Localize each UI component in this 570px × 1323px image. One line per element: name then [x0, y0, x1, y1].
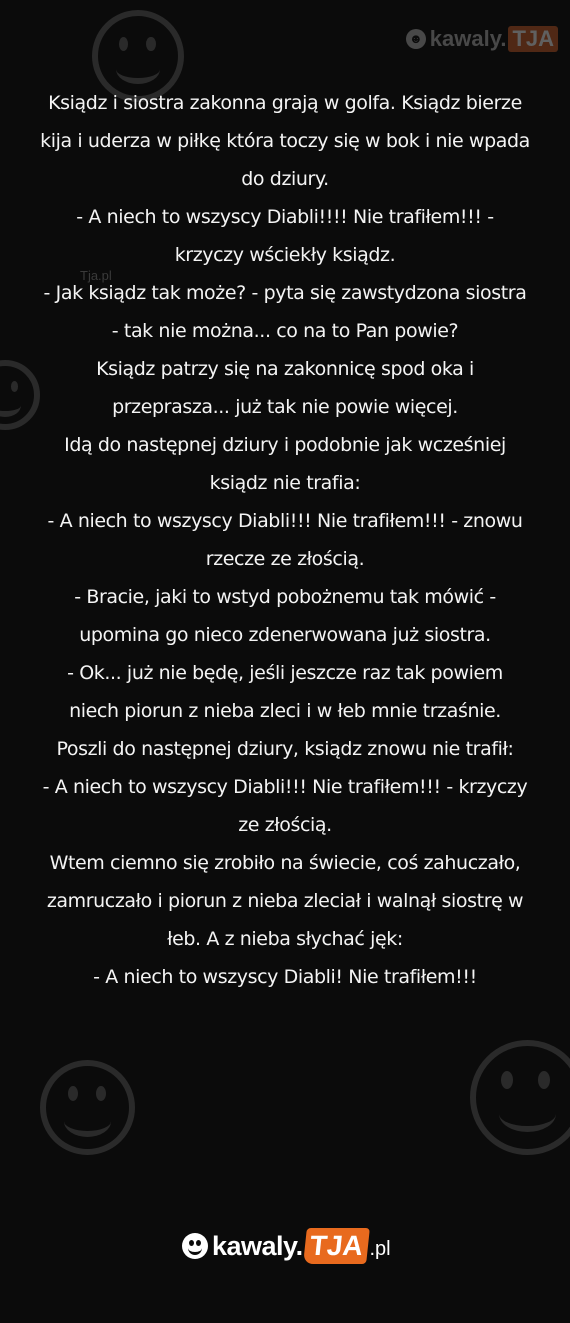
smiley-eye: [11, 381, 18, 391]
watermark-badge: TJA: [508, 26, 558, 52]
joke-line: - A niech to wszyscy Diabli!!! Nie trafiłem!!! - krzyczy ze złością.: [42, 776, 528, 836]
joke-line: - Bracie, jaki to wstyd pobożnemu tak mówić - upomina go nieco zdenerwowana już siostra.: [74, 586, 496, 646]
smiley-mouth: [64, 1106, 110, 1137]
site-logo[interactable]: [182, 1228, 391, 1264]
logo-word: kawaly.: [212, 1230, 303, 1261]
watermark-word: kawaly.: [429, 26, 507, 51]
smiley-eye: [538, 1071, 550, 1090]
joke-line: - Jak ksiądz tak może? - pyta się zawstydzona siostra - tak nie można... co na to Pan powie?: [43, 282, 527, 342]
watermark-text: Tja.pl: [80, 268, 112, 283]
background-smiley-icon: [40, 1060, 135, 1155]
joke-line: Wtem ciemno się zrobiło na świecie, coś zahuczało, zamruczało i piorun z nieba zleciał i walnął siostrę w łeb. A z nieba słychać jęk:: [46, 852, 524, 950]
watermark-logo: [406, 26, 558, 52]
smiley-mouth: [499, 1095, 557, 1132]
background-smiley-icon: [470, 1040, 570, 1155]
joke-line: Poszli do następnej dziury, ksiądz znowu nie trafił:: [56, 738, 514, 760]
smiley-mouth: [0, 394, 21, 417]
smiley-icon: [182, 1233, 208, 1259]
joke-line: - A niech to wszyscy Diabli!!!! Nie trafiłem!!! - krzyczy wściekły ksiądz.: [76, 206, 494, 266]
joke-line: - A niech to wszyscy Diabli! Nie trafiłem!!!: [93, 966, 477, 988]
joke-line: Ksiądz i siostra zakonna grają w golfa. Ksiądz bierze kija i uderza w piłkę która toczy się w bok i nie wpada do dziury.: [40, 92, 530, 190]
smiley-eye: [119, 37, 129, 51]
logo-tld: .pl: [369, 1238, 391, 1260]
smiley-mouth: [116, 54, 161, 84]
smiley-icon: ☻: [406, 29, 426, 49]
smiley-eye: [68, 1086, 78, 1101]
joke-line: Ksiądz patrzy się na zakonnicę spod oka i przeprasza... już tak nie powie więcej.: [96, 358, 474, 418]
logo-badge: TJA: [303, 1228, 370, 1264]
joke-text: [40, 84, 530, 996]
joke-line: - Ok... już nie będę, jeśli jeszcze raz tak powiem niech piorun z nieba zleci i w łeb mnie trzaśnie.: [67, 662, 503, 722]
joke-line: - A niech to wszyscy Diabli!!! Nie trafiłem!!! - znowu rzecze ze złością.: [47, 510, 523, 570]
smiley-eye: [146, 37, 156, 51]
smiley-eye: [96, 1086, 106, 1101]
background-smiley-icon: [0, 360, 40, 430]
smiley-eye: [501, 1071, 513, 1090]
joke-line: Idą do następnej dziury i podobnie jak wcześniej ksiądz nie trafia:: [64, 434, 506, 494]
